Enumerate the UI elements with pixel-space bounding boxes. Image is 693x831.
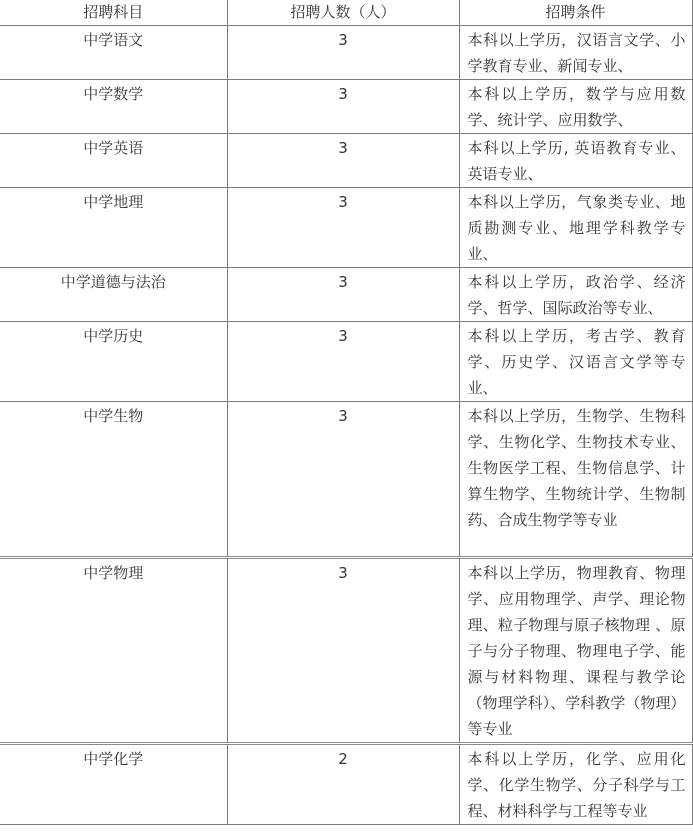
count-cell: 3 <box>227 26 459 80</box>
condition-cell: 本科以上学历，生物学、生物科学、生物化学、生物技术专业、生物医学工程、生物信息学、计算生物学、生物统计学、生物制药、合成生物学等专业 <box>459 402 692 558</box>
header-condition: 招聘条件 <box>459 0 692 26</box>
count-cell: 3 <box>227 80 459 134</box>
table-row <box>0 744 692 825</box>
table-row <box>0 26 692 80</box>
subject-cell: 中学物理 <box>0 558 227 744</box>
subject-cell: 中学地理 <box>0 188 227 268</box>
count-cell: 3 <box>227 268 459 322</box>
table-row <box>0 188 692 268</box>
count-cell: 3 <box>227 322 459 402</box>
subject-cell: 中学数学 <box>0 80 227 134</box>
condition-cell: 本科以上学历，政治学、经济学、哲学、国际政治等专业、 <box>459 268 692 322</box>
condition-cell: 本科以上学历，汉语言文学、小学教育专业、新闻专业、 <box>459 26 692 80</box>
count-cell: 3 <box>227 558 459 744</box>
condition-cell: 本科以上学历，数学与应用数学、统计学、应用数学、 <box>459 80 692 134</box>
condition-cell: 本科以上学历, 英语教育专业、英语专业、 <box>459 134 692 188</box>
subject-cell: 中学语文 <box>0 26 227 80</box>
count-cell: 2 <box>227 744 459 825</box>
condition-cell: 本科以上学历，气象类专业、地质勘测专业、地理学科教学专业、 <box>459 188 692 268</box>
subject-cell: 中学英语 <box>0 134 227 188</box>
table-row <box>0 268 692 322</box>
table-row <box>0 134 692 188</box>
table-row <box>0 322 692 402</box>
table-row <box>0 80 692 134</box>
subject-cell: 中学生物 <box>0 402 227 558</box>
subject-cell: 中学化学 <box>0 744 227 825</box>
condition-cell: 本科以上学历，物理教育、物理学、应用物理学、声学、理论物理、粒子物理与原子核物理 、原子与分子物理、物理电子学、能源与材料物理、课程与教学论（物理学科）、学科教学（物理）等专业 <box>459 558 692 744</box>
count-cell: 3 <box>227 134 459 188</box>
table-row <box>0 558 692 744</box>
header-count: 招聘人数（人） <box>227 0 459 26</box>
condition-cell: 本科以上学历，化学、应用化学、化学生物学、分子科学与工程、材料科学与工程等专业 <box>459 744 692 825</box>
table-row <box>0 402 692 558</box>
subject-cell: 中学历史 <box>0 322 227 402</box>
subject-cell: 中学道德与法治 <box>0 268 227 322</box>
header-subject: 招聘科目 <box>0 0 227 26</box>
count-cell: 3 <box>227 188 459 268</box>
count-cell: 3 <box>227 402 459 558</box>
condition-cell: 本科以上学历，考古学、教育学、历史学、汉语言文学等专业、 <box>459 322 692 402</box>
table-header-row <box>0 0 692 26</box>
